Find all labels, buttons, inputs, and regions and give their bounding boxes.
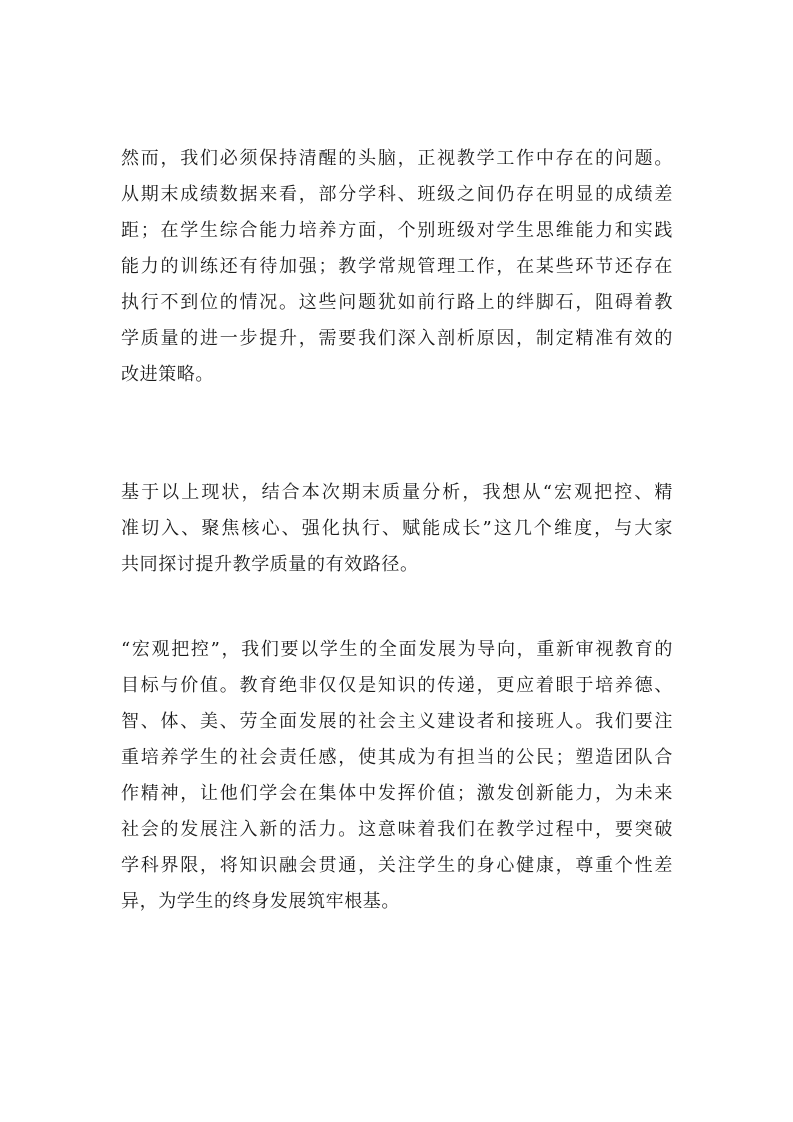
text-line: 基于以上现状，结合本次期末质量分析，我想从“宏观把控、精	[121, 482, 673, 503]
text-line: 改进策略。	[121, 364, 214, 385]
text-line: “宏观把控”，我们要以学生的全面发展为导向，重新审视教育的	[121, 639, 673, 660]
text-line: 重培养学生的社会责任感，使其成为有担当的公民；塑造团队合	[121, 747, 673, 768]
text-line: 目标与价值。教育绝非仅仅是知识的传递，更应着眼于培养德、	[121, 675, 673, 696]
text-line: 智、体、美、劳全面发展的社会主义建设者和接班人。我们要注	[121, 711, 673, 732]
text-line: 从期末成绩数据来看，部分学科、班级之间仍存在明显的成绩差	[121, 184, 673, 205]
text-line: 准切入、聚焦核心、强化执行、赋能成长”这几个维度，与大家	[121, 518, 673, 539]
paragraph-improvement-dimensions	[121, 475, 673, 583]
text-line: 社会的发展注入新的活力。这意味着我们在教学过程中，要突破	[121, 819, 673, 840]
paragraph-teaching-problems	[121, 141, 673, 393]
text-line: 作精神，让他们学会在集体中发挥价值；激发创新能力，为未来	[121, 783, 673, 804]
text-line: 距；在学生综合能力培养方面，个别班级对学生思维能力和实践	[121, 220, 673, 241]
text-line: 异，为学生的终身发展筑牢根基。	[121, 891, 400, 912]
paragraph-macro-control	[121, 632, 673, 920]
text-line: 学科界限，将知识融会贯通，关注学生的身心健康，尊重个性差	[121, 855, 673, 876]
text-line: 共同探讨提升教学质量的有效路径。	[121, 554, 419, 575]
text-line: 学质量的进一步提升，需要我们深入剖析原因，制定精准有效的	[121, 328, 673, 349]
text-line: 然而，我们必须保持清醒的头脑，正视教学工作中存在的问题。	[121, 148, 673, 169]
text-line: 执行不到位的情况。这些问题犹如前行路上的绊脚石，阻碍着教	[121, 292, 673, 313]
text-line: 能力的训练还有待加强；教学常规管理工作，在某些环节还存在	[121, 256, 673, 277]
